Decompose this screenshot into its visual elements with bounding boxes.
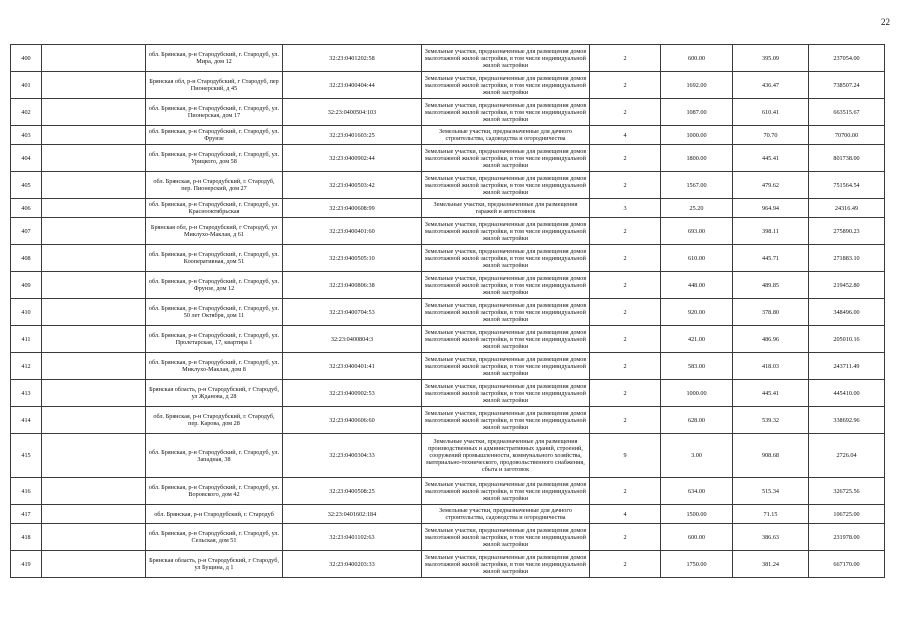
- table-row: [11, 245, 885, 272]
- table-row: [11, 126, 885, 145]
- row-cadastral-value: 348496.00: [809, 299, 885, 326]
- row-spacer: [42, 551, 146, 578]
- row-cadastral-number: 32:23:0400704:53: [283, 299, 422, 326]
- row-spacer: [42, 505, 146, 524]
- row-number: 410: [11, 299, 42, 326]
- row-group: 2: [590, 45, 661, 72]
- row-group: 2: [590, 245, 661, 272]
- row-cadastral-value: 243711.49: [809, 353, 885, 380]
- row-address: обл. Брянская, р-н Стародубский, г. Стародуб, ул. Мира, дом 12: [146, 45, 283, 72]
- row-spacer: [42, 45, 146, 72]
- row-number: 413: [11, 380, 42, 407]
- row-cadastral-value: 24316.49: [809, 199, 885, 218]
- row-area: 1750.00: [661, 551, 733, 578]
- row-specific-value: 610.41: [733, 99, 809, 126]
- row-address: обл. Брянская, р-н Стародубский, г. Стародуб, ул. Пролетарская, 17, квартира 1: [146, 326, 283, 353]
- row-land-use: Земельные участки, предназначенные для размещения домов малоэтажной жилой застройки, в том числе индивидуальной жилой застройки: [422, 478, 590, 505]
- row-specific-value: 418.03: [733, 353, 809, 380]
- row-land-use: Земельные участки, предназначенные для размещения домов малоэтажной жилой застройки, в том числе индивидуальной жилой застройки: [422, 299, 590, 326]
- row-specific-value: 908.68: [733, 434, 809, 478]
- row-spacer: [42, 407, 146, 434]
- row-land-use: Земельные участки, предназначенные для размещения домов малоэтажной жилой застройки, в том числе индивидуальной жилой застройки: [422, 99, 590, 126]
- row-area: 920.00: [661, 299, 733, 326]
- row-specific-value: 436.47: [733, 72, 809, 99]
- row-group: 3: [590, 199, 661, 218]
- row-area: 1000.00: [661, 126, 733, 145]
- row-cadastral-number: 32:23:0400404:44: [283, 72, 422, 99]
- row-number: 403: [11, 126, 42, 145]
- row-specific-value: 71.15: [733, 505, 809, 524]
- row-area: 634.00: [661, 478, 733, 505]
- row-address: Брянская область, р-н Стародубский, г Стародуб, ул Бущина, д 1: [146, 551, 283, 578]
- row-address: обл. Брянская, р-н Стародубский, г. Стародуб, ул. Краснооктябрьская: [146, 199, 283, 218]
- row-address: обл. Брянская, р-н Стародубский, г. Стародуб: [146, 505, 283, 524]
- row-number: 418: [11, 524, 42, 551]
- table-row: [11, 72, 885, 99]
- row-cadastral-number: 32:23:0400503:42: [283, 172, 422, 199]
- row-specific-value: 489.85: [733, 272, 809, 299]
- row-group: 2: [590, 380, 661, 407]
- row-specific-value: 479.62: [733, 172, 809, 199]
- row-address: обл. Брянская, р-н Стародубский, г. Стародуб, пер. Карова, дом 28: [146, 407, 283, 434]
- table-row: [11, 326, 885, 353]
- row-land-use: Земельные участки, предназначенные для размещения домов малоэтажной жилой застройки, в том числе индивидуальной жилой застройки: [422, 145, 590, 172]
- row-specific-value: 539.32: [733, 407, 809, 434]
- row-number: 401: [11, 72, 42, 99]
- row-cadastral-number: 32:23:0400304:33: [283, 434, 422, 478]
- row-land-use: Земельные участки, предназначенные для размещения домов малоэтажной жилой застройки, в том числе индивидуальной жилой застройки: [422, 524, 590, 551]
- row-cadastral-number: 32:23:0400401:60: [283, 218, 422, 245]
- row-group: 2: [590, 172, 661, 199]
- row-land-use: Земельные участки, предназначенные для размещения домов малоэтажной жилой застройки, в том числе индивидуальной жилой застройки: [422, 218, 590, 245]
- row-number: 409: [11, 272, 42, 299]
- row-spacer: [42, 126, 146, 145]
- row-cadastral-value: 338692.96: [809, 407, 885, 434]
- row-spacer: [42, 326, 146, 353]
- row-spacer: [42, 199, 146, 218]
- row-area: 1500.00: [661, 505, 733, 524]
- page-number: 22: [881, 17, 890, 27]
- row-specific-value: 486.96: [733, 326, 809, 353]
- table-row: [11, 299, 885, 326]
- row-group: 4: [590, 126, 661, 145]
- row-area: 25.20: [661, 199, 733, 218]
- row-land-use: Земельные участки, предназначенные для размещения домов малоэтажной жилой застройки, в том числе индивидуальной жилой застройки: [422, 172, 590, 199]
- row-address: обл. Брянская, р-н Стародубский, г. Стародуб, ул. Урицкого, дом 58: [146, 145, 283, 172]
- row-address: обл. Брянская, р-н Стародубский, г. Стародуб, ул. Пионерская, дом 17: [146, 99, 283, 126]
- row-group: 2: [590, 524, 661, 551]
- row-land-use: Земельные участки, предназначенные для размещения производственных и административных зданий, строений, сооружений промышленности, коммунального хозяйства, материально-технического, продовольственного снабжения, сбыта и заготовок: [422, 434, 590, 478]
- row-cadastral-number: 32:23:0400203:33: [283, 551, 422, 578]
- row-group: 4: [590, 505, 661, 524]
- row-area: 421.00: [661, 326, 733, 353]
- row-area: 610.00: [661, 245, 733, 272]
- row-group: 2: [590, 478, 661, 505]
- row-number: 417: [11, 505, 42, 524]
- row-number: 415: [11, 434, 42, 478]
- row-number: 416: [11, 478, 42, 505]
- row-land-use: Земельные участки, предназначенные для размещения домов малоэтажной жилой застройки, в том числе индивидуальной жилой застройки: [422, 326, 590, 353]
- table-row: [11, 218, 885, 245]
- row-specific-value: 378.80: [733, 299, 809, 326]
- row-address: обл. Брянская, р-н Стародубский, г. Стародуб, ул. Фрунзе: [146, 126, 283, 145]
- row-cadastral-number: 32:23:0401202:58: [283, 45, 422, 72]
- row-cadastral-value: 205010.16: [809, 326, 885, 353]
- row-group: 9: [590, 434, 661, 478]
- row-group: 2: [590, 407, 661, 434]
- row-address: обл. Брянская, р-н Стародубский, г. Стародуб, ул. Западная, 38: [146, 434, 283, 478]
- row-land-use: Земельные участки, предназначенные для размещения домов малоэтажной жилой застройки, в том числе индивидуальной жилой застройки: [422, 45, 590, 72]
- row-area: 693.00: [661, 218, 733, 245]
- row-group: 2: [590, 272, 661, 299]
- land-registry-table: [10, 44, 885, 578]
- row-number: 402: [11, 99, 42, 126]
- row-land-use: Земельные участки, предназначенные для размещения домов малоэтажной жилой застройки, в том числе индивидуальной жилой застройки: [422, 353, 590, 380]
- row-cadastral-number: 32:23:0400608:99: [283, 199, 422, 218]
- row-cadastral-number: 32:23:0401602:184: [283, 505, 422, 524]
- row-area: 1087.00: [661, 99, 733, 126]
- row-spacer: [42, 299, 146, 326]
- row-number: 419: [11, 551, 42, 578]
- row-cadastral-value: 271883.10: [809, 245, 885, 272]
- table-row: [11, 434, 885, 478]
- row-land-use: Земельные участки, предназначенные для дачного строительства, садоводства и огородничества: [422, 505, 590, 524]
- row-cadastral-number: 32:23:0400401:41: [283, 353, 422, 380]
- row-group: 2: [590, 99, 661, 126]
- row-land-use: Земельные участки, предназначенные для размещения домов малоэтажной жилой застройки, в том числе индивидуальной жилой застройки: [422, 272, 590, 299]
- row-cadastral-value: 738507.24: [809, 72, 885, 99]
- row-spacer: [42, 272, 146, 299]
- row-area: 1692.00: [661, 72, 733, 99]
- row-specific-value: 381.24: [733, 551, 809, 578]
- table-row: [11, 478, 885, 505]
- row-cadastral-value: 70700.00: [809, 126, 885, 145]
- row-cadastral-value: 445410.00: [809, 380, 885, 407]
- row-cadastral-value: 667170.00: [809, 551, 885, 578]
- table-row: [11, 172, 885, 199]
- row-address: обл. Брянская, р-н Стародубский, г. Стародуб, ул. Воровского, дом 42: [146, 478, 283, 505]
- row-spacer: [42, 218, 146, 245]
- row-cadastral-value: 2726.04: [809, 434, 885, 478]
- row-specific-value: 445.41: [733, 145, 809, 172]
- row-cadastral-value: 275890.23: [809, 218, 885, 245]
- row-area: 1800.00: [661, 145, 733, 172]
- row-group: 2: [590, 326, 661, 353]
- row-address: Брянская область, р-н Стародубский, г Стародуб, ул Жданова, д 28: [146, 380, 283, 407]
- row-specific-value: 386.63: [733, 524, 809, 551]
- table-row: [11, 505, 885, 524]
- row-specific-value: 515.34: [733, 478, 809, 505]
- row-cadastral-value: 231978.00: [809, 524, 885, 551]
- row-cadastral-number: 32:23:0400806:38: [283, 272, 422, 299]
- table-row: [11, 272, 885, 299]
- row-number: 408: [11, 245, 42, 272]
- row-land-use: Земельные участки, предназначенные для размещения домов малоэтажной жилой застройки, в том числе индивидуальной жилой застройки: [422, 245, 590, 272]
- row-address: обл. Брянская, р-н Стародубский, г. Стародуб, ул. Миклухо-Маклая, дом 8: [146, 353, 283, 380]
- row-land-use: Земельные участки, предназначенные для размещения домов малоэтажной жилой застройки, в том числе индивидуальной жилой застройки: [422, 380, 590, 407]
- row-group: 2: [590, 353, 661, 380]
- row-spacer: [42, 72, 146, 99]
- row-spacer: [42, 353, 146, 380]
- table-row: [11, 380, 885, 407]
- row-address: обл. Брянская, р-н Стародубский, г. Стародуб, пер. Пионерский, дом 27: [146, 172, 283, 199]
- row-cadastral-value: 237054.00: [809, 45, 885, 72]
- row-land-use: Земельные участки, предназначенные для размещения домов малоэтажной жилой застройки, в том числе индивидуальной жилой застройки: [422, 407, 590, 434]
- table-row: [11, 199, 885, 218]
- row-cadastral-number: 32:23:0400504:103: [283, 99, 422, 126]
- row-cadastral-value: 751564.54: [809, 172, 885, 199]
- table-row: [11, 551, 885, 578]
- row-number: 411: [11, 326, 42, 353]
- table-row: [11, 407, 885, 434]
- row-area: 1000.00: [661, 380, 733, 407]
- row-area: 600.00: [661, 45, 733, 72]
- row-address: обл. Брянская, р-н Стародубский, г. Стародуб, ул. Сельская, дом 51: [146, 524, 283, 551]
- row-cadastral-number: 32:23:0401603:25: [283, 126, 422, 145]
- row-spacer: [42, 99, 146, 126]
- row-spacer: [42, 145, 146, 172]
- row-cadastral-value: 106725.00: [809, 505, 885, 524]
- row-number: 412: [11, 353, 42, 380]
- row-spacer: [42, 380, 146, 407]
- row-specific-value: 395.09: [733, 45, 809, 72]
- row-group: 2: [590, 551, 661, 578]
- row-specific-value: 70.70: [733, 126, 809, 145]
- table-row: [11, 524, 885, 551]
- row-number: 400: [11, 45, 42, 72]
- row-land-use: Земельные участки, предназначенные для размещения гаражей и автостоянок: [422, 199, 590, 218]
- row-area: 448.00: [661, 272, 733, 299]
- row-area: 3.00: [661, 434, 733, 478]
- row-cadastral-value: 326725.56: [809, 478, 885, 505]
- table-row: [11, 99, 885, 126]
- row-specific-value: 445.71: [733, 245, 809, 272]
- table-row: [11, 45, 885, 72]
- row-land-use: Земельные участки, предназначенные для дачного строительства, садоводства и огородничества: [422, 126, 590, 145]
- row-cadastral-value: 663515.67: [809, 99, 885, 126]
- table-body: [11, 45, 885, 578]
- row-specific-value: 445.41: [733, 380, 809, 407]
- row-number: 414: [11, 407, 42, 434]
- row-group: 2: [590, 218, 661, 245]
- row-spacer: [42, 172, 146, 199]
- row-area: 628.00: [661, 407, 733, 434]
- row-cadastral-number: 32:23:0401102:63: [283, 524, 422, 551]
- row-cadastral-value: 219452.80: [809, 272, 885, 299]
- row-cadastral-number: 32:23:0400902:53: [283, 380, 422, 407]
- row-number: 407: [11, 218, 42, 245]
- row-cadastral-number: 32:23:0400804:3: [283, 326, 422, 353]
- row-cadastral-number: 32:23:0400902:44: [283, 145, 422, 172]
- row-cadastral-value: 801738.00: [809, 145, 885, 172]
- row-cadastral-number: 32:23:0400606:60: [283, 407, 422, 434]
- row-spacer: [42, 524, 146, 551]
- row-land-use: Земельные участки, предназначенные для размещения домов малоэтажной жилой застройки, в том числе индивидуальной жилой застройки: [422, 72, 590, 99]
- row-spacer: [42, 434, 146, 478]
- row-group: 2: [590, 72, 661, 99]
- row-spacer: [42, 478, 146, 505]
- row-number: 405: [11, 172, 42, 199]
- row-number: 406: [11, 199, 42, 218]
- row-group: 2: [590, 299, 661, 326]
- row-address: Брянская обл, р-н Стародубский, г Стародуб, пер Пионерский, д 45: [146, 72, 283, 99]
- row-address: обл. Брянская, р-н Стародубский, г. Стародуб, ул. Кооперативная, дом 51: [146, 245, 283, 272]
- row-group: 2: [590, 145, 661, 172]
- row-area: 600.00: [661, 524, 733, 551]
- row-number: 404: [11, 145, 42, 172]
- table-row: [11, 145, 885, 172]
- row-cadastral-number: 32:23:0400505:10: [283, 245, 422, 272]
- row-land-use: Земельные участки, предназначенные для размещения домов малоэтажной жилой застройки, в том числе индивидуальной жилой застройки: [422, 551, 590, 578]
- table-row: [11, 353, 885, 380]
- row-specific-value: 398.11: [733, 218, 809, 245]
- row-specific-value: 964.94: [733, 199, 809, 218]
- row-area: 1567.00: [661, 172, 733, 199]
- row-spacer: [42, 245, 146, 272]
- row-address: обл. Брянская, р-н Стародубский, г. Стародуб, ул. 50 лет Октября, дом 11: [146, 299, 283, 326]
- row-address: Брянская обл, р-н Стародубский, г Стародуб, ул Миклухо-Маклая, д 61: [146, 218, 283, 245]
- row-address: обл. Брянская, р-н Стародубский, г. Стародуб, ул. Фрунзе, дом 12: [146, 272, 283, 299]
- row-area: 583.00: [661, 353, 733, 380]
- row-cadastral-number: 32:23:0400508:25: [283, 478, 422, 505]
